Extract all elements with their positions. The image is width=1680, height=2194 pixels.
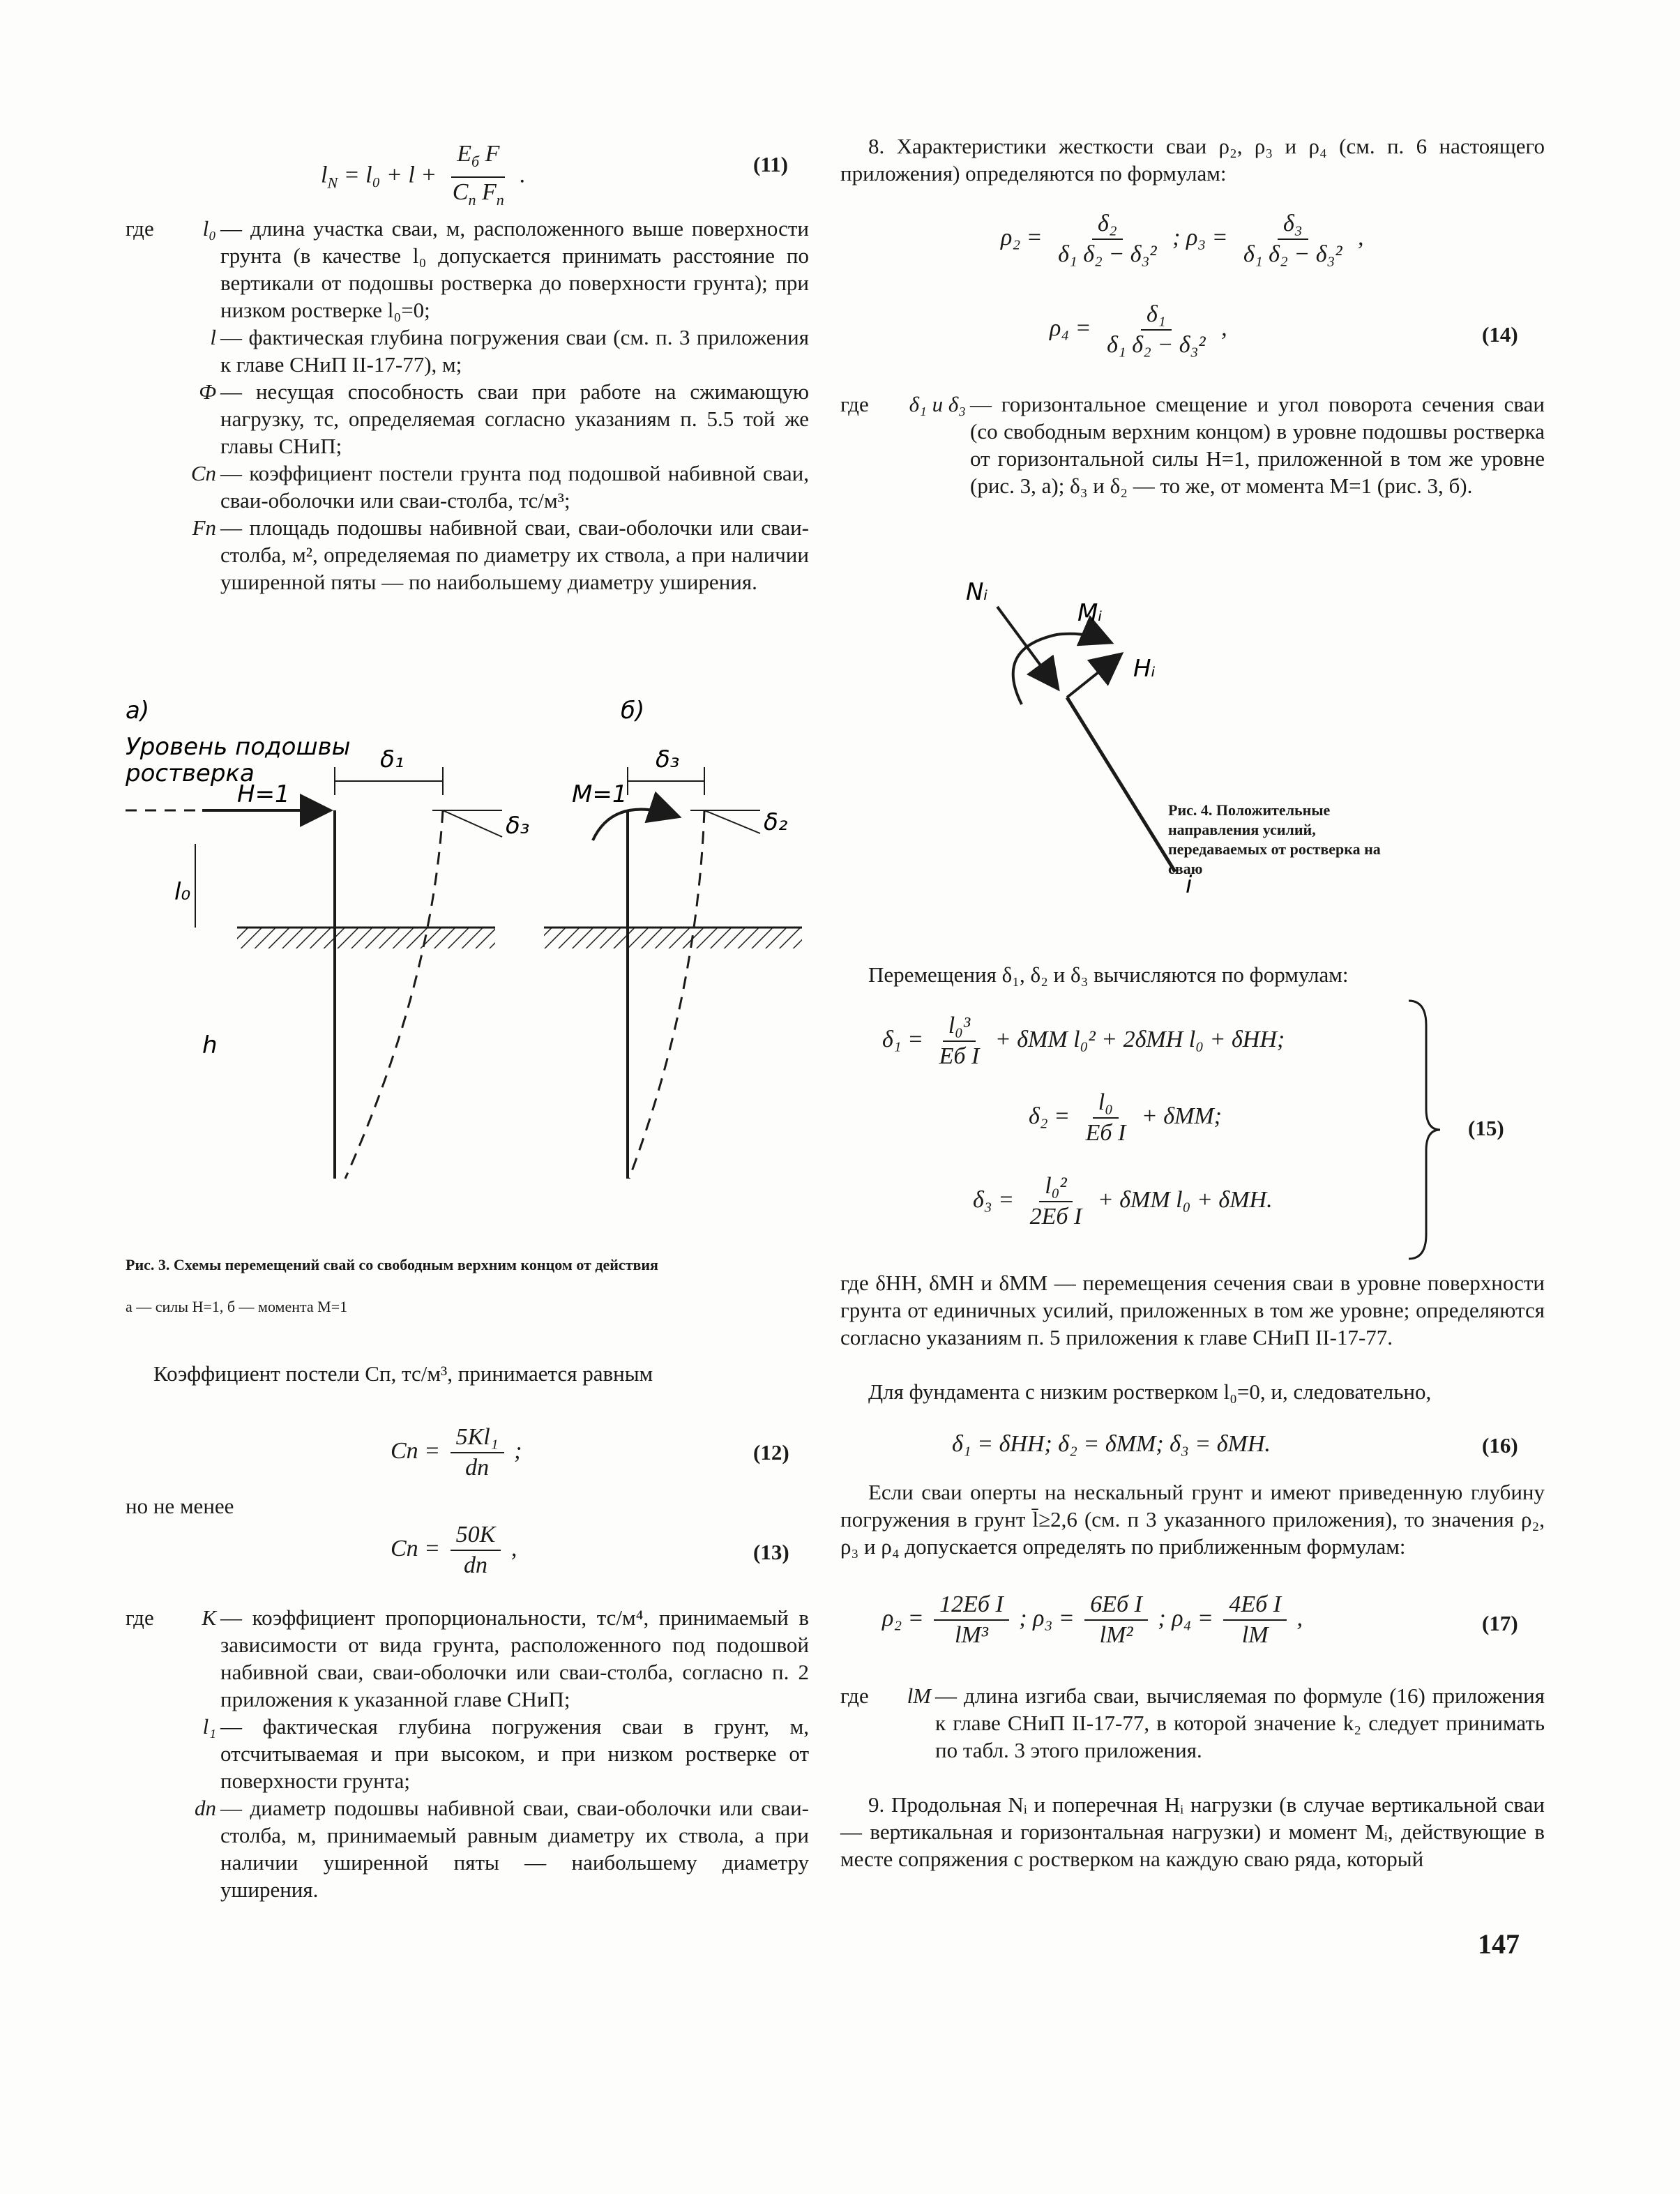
definition-row: где l₀ — длина участка сваи, м, расположенного выше поверхности грунта (в качестве l₀ допускается принимать расстояние по вертикали от подошвы ростверка до поверхности грунта); при низком ростверке l₀=0; xyxy=(126,216,809,322)
deflected-pile-b xyxy=(629,810,704,1179)
equation-number-15: (15) xyxy=(1468,1116,1504,1140)
fig3-delta3-a: δ₃ xyxy=(506,812,530,840)
formula-15-brace xyxy=(1405,997,1447,1262)
definition-row: Cп — коэффициент постели грунта под подошвой набивной сваи, сваи-оболочки или сваи-столба, тс/м³; xyxy=(190,461,809,513)
definition-row: l — фактическая глубина погружения сваи (см. п. 3 приложения к главе СНиП II-17-77), м; xyxy=(210,325,809,377)
formula-15-line2: δ₂ = $\frac{\text{l₀}}{\text{Eб I}}$ + δMM; xyxy=(1029,1089,1222,1146)
equation-number-13: (13) xyxy=(753,1540,789,1564)
fig4-label-i: i xyxy=(1186,871,1193,899)
definition-row: Fп — площадь подошвы набивной сваи, сваи-оболочки или сваи-столба, м², определяемая по диаметру их ствола, а при наличии уширенной пяты — по наибольшему диаметру уширения. xyxy=(192,515,809,594)
fig4-label-N: Nᵢ xyxy=(966,578,988,606)
formula-17: ρ₂ = $\frac{\text{12Eб I}}{\text{lM³}}$ ; ρ₃ = $\frac{\text{6Eб I}}{\text{lM²}}$ ; ρ₄ = $\frac{\text{4Eб I}}{lM}$ , xyxy=(882,1591,1303,1648)
formula-12: Cп = $\frac{\text{5Kl₁}}{dп}$ ; xyxy=(391,1424,522,1481)
fig3-label-a: а) xyxy=(126,697,150,725)
equation-number-14: (14) xyxy=(1482,322,1518,347)
definitions-12-13 xyxy=(126,1604,809,1903)
definition-row: Ф — несущая способность сваи при работе на сжимающую нагрузку, тс, определяемая согласно указаниям п. 5.5 той же главы СНиП; xyxy=(199,379,809,458)
fig3-delta2: δ₂ xyxy=(764,808,788,836)
pile-axis xyxy=(1067,697,1175,872)
formula-15-line1: δ₁ = $\frac{\text{l₀³}}{\text{Eб I}}$ + δMM l₀² + 2δMH l₀ + δHH; xyxy=(882,1013,1285,1069)
definition-row: dп — диаметр подошвы набивной сваи, сваи-оболочки или сваи-столба, м, принимаемый равным диаметру их ствола, а при наличии уширенной пяты — наибольшему диаметру уширения. xyxy=(195,1796,809,1902)
definition-17 xyxy=(840,1682,1545,1764)
paragraph-9: 9. Продольная Nᵢ и поперечная Hᵢ нагрузки (в случае вертикальной сваи — вертикальная и горизонтальная нагрузки) и момент Mᵢ, действующие в месте сопряжения с ростверком на каждую сваю ряда, который xyxy=(840,1792,1545,1871)
fig4-label-M: Mᵢ xyxy=(1077,599,1103,627)
angle-line xyxy=(443,810,502,837)
moment-arrow-M xyxy=(1013,634,1109,704)
fig3-h: h xyxy=(202,1031,218,1059)
fig3-delta3-b: δ₃ xyxy=(656,746,680,773)
definition-14 xyxy=(840,391,1545,499)
fig3-l0: l₀ xyxy=(174,878,191,906)
figure-3-diagram xyxy=(126,690,809,1248)
equation-number-11: (11) xyxy=(753,152,788,176)
paragraph-8: 8. Характеристики жесткости сваи ρ₂, ρ₃ и ρ₄ (см. п. 6 настоящего приложения) определяются по формулам: xyxy=(840,134,1545,186)
paragraph-cn: Коэффициент постели Cп, тс/м³, принимается равным xyxy=(153,1361,653,1386)
force-arrow-H xyxy=(1067,656,1119,697)
fig3-level-line1: Уровень подошвы xyxy=(126,733,351,761)
figure-3-subcaption: а — силы H=1, б — момента M=1 xyxy=(126,1298,348,1315)
text-no-less: но не менее xyxy=(126,1494,234,1518)
equation-number-16: (16) xyxy=(1482,1433,1518,1458)
fig3-level-line2: ростверка xyxy=(126,759,255,787)
paragraph-low-grillage: Для фундамента с низким ростверком l₀=0, и, следовательно, xyxy=(868,1379,1432,1404)
fig3-delta1: δ₁ xyxy=(380,746,404,773)
formula-13: Cп = $\frac{50K}{dп}$ , xyxy=(391,1522,517,1578)
formula-14-line2: ρ₄ = $\frac{\text{δ₁}}{\text{δ₁ δ₂ − δ₃²}}$ , xyxy=(1050,301,1227,358)
moment-arrow-M xyxy=(593,810,676,840)
equation-number-17: (17) xyxy=(1482,1611,1518,1635)
figure-3-caption: Рис. 3. Схемы перемещений свай со свободным верхним концом от действия xyxy=(126,1256,658,1273)
formula-16: δ₁ = δHH; δ₂ = δMM; δ₃ = δMH. xyxy=(952,1431,1271,1457)
formula-15-line3: δ₃ = $\frac{\text{l₀²}}{\text{2Eб I}}$ + δMM l₀ + δMH. xyxy=(973,1173,1273,1230)
equation-number-12: (12) xyxy=(753,1440,789,1465)
fig3-moment-M: M=1 xyxy=(572,780,628,808)
paragraph-displacements: Перемещения δ₁, δ₂ и δ₃ вычисляются по формулам: xyxy=(868,962,1349,987)
definition-row: где lM — длина изгиба сваи, вычисляемая по формуле (16) приложения к главе СНиП II-17-77, в которой значение k₂ следует принимать по табл. 3 этого приложения. xyxy=(840,1684,1545,1762)
figure-4-caption: Рис. 4. Положительные направления усилий, передаваемых от ростверка на сваю xyxy=(1168,801,1381,877)
fig4-label-H: Hᵢ xyxy=(1133,655,1156,683)
definition-row: l₁ — фактическая глубина погружения сваи в грунт, м, отсчитываемая и при высоком, и при низком ростверке от поверхности грунта; xyxy=(202,1714,809,1793)
definition-row: где δ₁ и δ₃ — горизонтальное смещение и угол поворота сечения сваи (со свободным верхним концом) в уровне подошвы ростверка от горизонтальной силы H=1, приложенной в том же уровне (рис. 3, а); δ₃ и δ₂ — то же, от момента M=1 (рис. 3, б). xyxy=(840,392,1545,498)
fig3-label-b: б) xyxy=(621,697,645,725)
page-number: 147 xyxy=(1478,1928,1520,1960)
paragraph-non-rock: Если сваи оперты на нескальный грунт и имеют приведенную глубину погружения в грунт l̄≥2,6 (см. п 3 указанного приложения), то значения ρ₂, ρ₃ и ρ₄ допускается определять по приближенным формулам: xyxy=(840,1480,1545,1559)
formula-11: $l_N = l_0 + l$ + $\frac{E_б F}{C_п F_п}$ . xyxy=(321,141,526,209)
ground-hatch-a xyxy=(237,928,495,948)
deflected-pile-a xyxy=(345,810,443,1179)
angle-line-b xyxy=(704,810,760,833)
definitions-11 xyxy=(126,215,809,596)
ground-hatch-b xyxy=(544,928,802,948)
fig3-force-H: H=1 xyxy=(237,780,290,808)
formula-14-line1: ρ₂ = $\frac{\text{δ₂}}{\text{δ₁ δ₂ − δ₃²}}$ ; ρ₃ = $\frac{\text{δ₃}}{\text{δ₁ δ₂ − δ₃²}}$ , xyxy=(1001,211,1364,267)
definition-row: где K — коэффициент пропорциональности, тс/м⁴, принимаемый в зависимости от вида грунта, расположенного под подошвой набивной сваи, сваи-оболочки или сваи-столба, согласно п. 2 приложения к указанной главе СНиП; xyxy=(126,1605,809,1711)
definition-15: где δHH, δMH и δMM — перемещения сечения сваи в уровне поверхности грунта от единичных усилий, приложенных в том же уровне; определяются согласно указаниям п. 5 приложения к главе СНиП II-17-77. xyxy=(840,1271,1545,1349)
